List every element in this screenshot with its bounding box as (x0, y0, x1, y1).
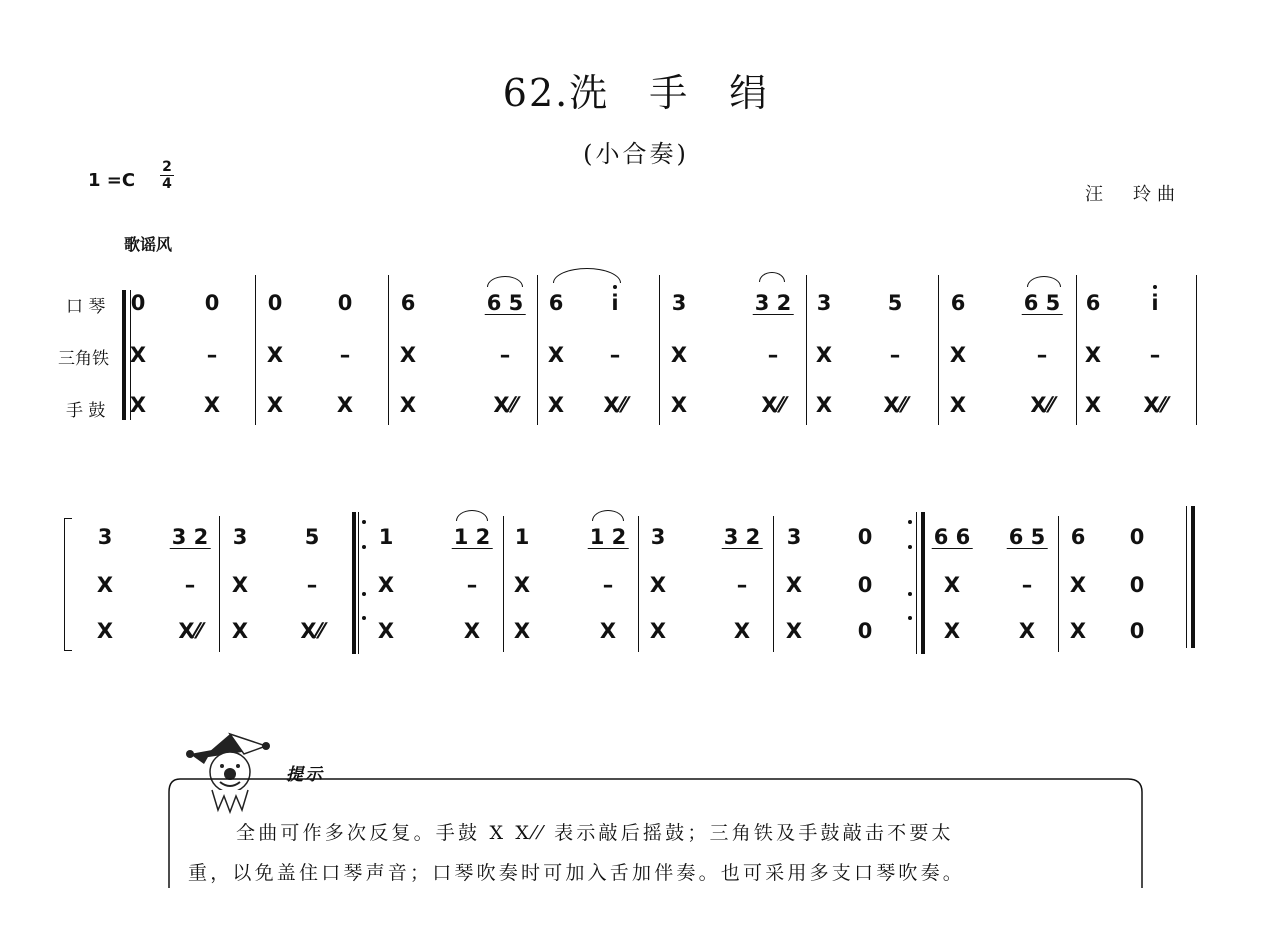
drum-note: X⁄⁄ (603, 393, 627, 417)
drum-note: X⁄⁄ (493, 393, 517, 417)
triangle-note: – (466, 573, 478, 597)
part-label-drum: 手 鼓 (66, 401, 106, 421)
drum-note: X (231, 619, 249, 643)
harmonica-note: 0 (337, 291, 353, 315)
drum-note: X (96, 619, 114, 643)
harmonica-note: 3 (232, 525, 248, 549)
key-signature: 1 =C (88, 170, 136, 191)
harmonica-note: 6 5 (1023, 291, 1061, 315)
drum-note: X (1069, 619, 1087, 643)
drum-note: X (785, 619, 803, 643)
triangle-note: 0 (857, 573, 873, 597)
harmonica-note: 3 (650, 525, 666, 549)
drum-note: X (670, 393, 688, 417)
harmonica-note: 3 (671, 291, 687, 315)
drum-note: X (733, 619, 751, 643)
drum-note: X (399, 393, 417, 417)
triangle-note: X (943, 573, 961, 597)
drum-note: X⁄⁄ (1143, 393, 1167, 417)
harmonica-note: 0 (204, 291, 220, 315)
part-label-harmonica: 口 琴 (66, 297, 106, 317)
triangle-note: X (949, 343, 967, 367)
tempo-marking: 歌谣风 (124, 235, 173, 254)
harmonica-note: 3 (816, 291, 832, 315)
triangle-note: X (1069, 573, 1087, 597)
drum-note: X (129, 393, 147, 417)
harmonica-note: 1 (514, 525, 530, 549)
drum-note: X (815, 393, 833, 417)
triangle-note: X (129, 343, 147, 367)
drum-note: X (513, 619, 531, 643)
triangle-note: 0 (1129, 573, 1145, 597)
triangle-note: X (513, 573, 531, 597)
harmonica-note: 6 6 (933, 525, 971, 549)
drum-note: X⁄⁄ (761, 393, 785, 417)
triangle-note: X (1084, 343, 1102, 367)
triangle-note: – (1149, 343, 1161, 367)
harmonica-note: 6 (1085, 291, 1101, 315)
time-sig-numerator: 2 (162, 159, 172, 175)
harmonica-note: 0 (1129, 525, 1145, 549)
triangle-note: X (670, 343, 688, 367)
drum-note: 0 (857, 619, 873, 643)
harmonica-note: 3 2 (723, 525, 761, 549)
drum-note: X⁄⁄ (300, 619, 324, 643)
harmonica-note: 6 5 (1008, 525, 1046, 549)
triangle-note: – (206, 343, 218, 367)
triangle-note: – (767, 343, 779, 367)
triangle-note: – (1021, 573, 1033, 597)
triangle-note: X (377, 573, 395, 597)
drum-note: X (336, 393, 354, 417)
triangle-note: – (609, 343, 621, 367)
drum-note: X (266, 393, 284, 417)
harmonica-note: 0 (130, 291, 146, 315)
drum-note: X (1018, 619, 1036, 643)
triangle-note: – (499, 343, 511, 367)
drum-note: X (1084, 393, 1102, 417)
harmonica-note: 6 (950, 291, 966, 315)
triangle-note: X (266, 343, 284, 367)
drum-note: X (949, 393, 967, 417)
harmonica-note: 0 (267, 291, 283, 315)
harmonica-note: 6 (400, 291, 416, 315)
triangle-note: – (889, 343, 901, 367)
harmonica-note: 1 2 (589, 525, 627, 549)
harmonica-note: 5 (304, 525, 320, 549)
harmonica-note: i (611, 291, 619, 315)
triangle-note: X (547, 343, 565, 367)
triangle-note: X (399, 343, 417, 367)
harmonica-note: 3 (97, 525, 113, 549)
drum-note: X (377, 619, 395, 643)
triangle-note: – (602, 573, 614, 597)
drum-note: X (943, 619, 961, 643)
drum-note: 0 (1129, 619, 1145, 643)
drum-note: X (599, 619, 617, 643)
triangle-note: – (184, 573, 196, 597)
harmonica-note: 1 (378, 525, 394, 549)
drum-note: X (649, 619, 667, 643)
harmonica-note: 0 (857, 525, 873, 549)
subtitle: (小合奏) (583, 140, 689, 168)
triangle-note: X (815, 343, 833, 367)
triangle-note: X (96, 573, 114, 597)
triangle-note: X (785, 573, 803, 597)
drum-note: X (547, 393, 565, 417)
triangle-note: – (306, 573, 318, 597)
drum-note: X⁄⁄ (178, 619, 202, 643)
harmonica-note: 6 (1070, 525, 1086, 549)
harmonica-note: 3 2 (754, 291, 792, 315)
composer: 汪 玲曲 (1085, 184, 1181, 205)
page-title: 62.洗 手 绢 (502, 71, 770, 115)
harmonica-note: 3 (786, 525, 802, 549)
triangle-note: X (649, 573, 667, 597)
drum-note: X (203, 393, 221, 417)
harmonica-note: i (1151, 291, 1159, 315)
harmonica-note: 1 2 (453, 525, 491, 549)
harmonica-note: 3 2 (171, 525, 209, 549)
tip-heading: 提示 (286, 765, 324, 785)
drum-note: X⁄⁄ (883, 393, 907, 417)
tip-line-1: 全曲可作多次反复。手鼓 X X⁄⁄ 表示敲后摇鼓；三角铁及手鼓敲击不要太 (236, 822, 954, 844)
triangle-note: X (231, 573, 249, 597)
drum-note: X⁄⁄ (1030, 393, 1054, 417)
time-sig-denominator: 4 (162, 176, 172, 192)
tip-line-2: 重，以免盖住口琴声音；口琴吹奏时可加入舌加伴奏。也可采用多支口琴吹奏。 (188, 862, 966, 884)
harmonica-note: 6 5 (486, 291, 524, 315)
part-label-triangle: 三角铁 (58, 349, 109, 369)
harmonica-note: 5 (887, 291, 903, 315)
triangle-note: – (339, 343, 351, 367)
triangle-note: – (1036, 343, 1048, 367)
harmonica-note: 6 (548, 291, 564, 315)
triangle-note: – (736, 573, 748, 597)
drum-note: X (463, 619, 481, 643)
